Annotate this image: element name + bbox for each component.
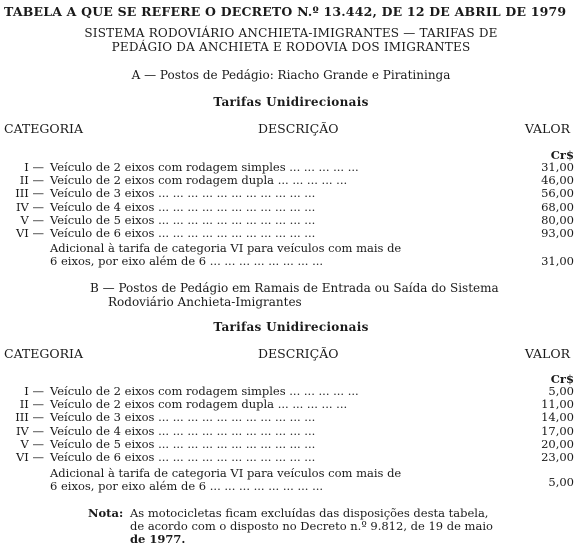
category-cell: VI —: [15, 226, 44, 240]
note-line-2: de acordo com o disposto no Decreto n.º 9.812, de 19 de maio: [130, 519, 493, 533]
category-cell: IV —: [15, 199, 44, 214]
value-cell: 93,00: [541, 226, 574, 240]
value-cell: 5,00: [548, 384, 574, 398]
note-line-3: de 1977.: [130, 532, 186, 546]
section-b-heading-line-1: B — Postos de Pedágio em Ramais de Entrada ou Saída do Sistema: [90, 281, 499, 295]
section-b-adicional-line-2: 6 eixos, por eixo além de 6 ... ... ... ... ... ... ... ...: [50, 479, 324, 493]
document-title: TABELA A QUE SE REFERE O DECRETO N.º 13.442, DE 12 DE ABRIL DE 1979: [4, 4, 567, 19]
description-cell: Veículo de 6 eixos ... ... ... ... ... ... ... ... ... ... ...: [50, 450, 316, 464]
description-cell: Veículo de 2 eixos com rodagem dupla ... ... ... ... ...: [50, 173, 348, 188]
subtitle-line-1: SISTEMA RODOVIÁRIO ANCHIETA-IMIGRANTES — TARIFAS DE: [84, 26, 498, 40]
subtitle-line-2: PEDÁGIO DA ANCHIETA E RODOVIA DOS IMIGRANTES: [111, 40, 471, 54]
section-b-tarifas: Tarifas Unidirecionais: [213, 320, 369, 334]
category-cell: III —: [15, 186, 44, 201]
value-cell: 31,00: [541, 160, 574, 174]
section-b-adicional-value: 5,00: [548, 475, 574, 489]
note-line-1: As motocicletas ficam excluídas das disposições desta tabela,: [130, 506, 489, 520]
section-a-col-descricao: DESCRIÇÃO: [258, 121, 339, 136]
description-cell: Veículo de 2 eixos com rodagem dupla ... ... ... ... ...: [50, 397, 348, 412]
description-cell: Veículo de 5 eixos ... ... ... ... ... ... ... ... ... ... ...: [50, 212, 316, 227]
description-cell: Veículo de 5 eixos ... ... ... ... ... ... ... ... ... ... ...: [50, 436, 316, 451]
value-cell: 20,00: [541, 436, 574, 451]
section-a-heading: A — Postos de Pedágio: Riacho Grande e Piratininga: [131, 68, 451, 82]
category-cell: II —: [19, 173, 44, 188]
section-a-adicional-line-1: Adicional à tarifa de categoria VI para veículos com mais de: [50, 241, 402, 255]
description-cell: Veículo de 3 eixos ... ... ... ... ... ... ... ... ... ... ...: [50, 410, 316, 425]
category-cell: I —: [24, 384, 44, 398]
section-b-col-descricao: DESCRIÇÃO: [258, 346, 339, 361]
value-cell: 68,00: [541, 199, 574, 214]
section-b-col-categoria: CATEGORIA: [4, 346, 83, 361]
category-cell: IV —: [15, 423, 44, 438]
description-cell: Veículo de 6 eixos ... ... ... ... ... ... ... ... ... ... ...: [50, 226, 316, 240]
description-cell: Veículo de 3 eixos ... ... ... ... ... ... ... ... ... ... ...: [50, 186, 316, 201]
value-cell: 23,00: [541, 450, 574, 464]
section-b-adicional-line-1: Adicional à tarifa de categoria VI para veículos com mais de: [50, 466, 402, 480]
category-cell: I —: [24, 160, 44, 174]
section-a-col-valor: VALOR: [524, 121, 570, 136]
description-cell: Veículo de 4 eixos ... ... ... ... ... ... ... ... ... ... ...: [50, 423, 316, 438]
section-a-currency: Cr$: [550, 148, 574, 162]
category-cell: V —: [20, 436, 44, 451]
section-a-col-categoria: CATEGORIA: [4, 121, 83, 136]
description-cell: Veículo de 4 eixos ... ... ... ... ... ... ... ... ... ... ...: [50, 199, 316, 214]
value-cell: 46,00: [541, 173, 574, 188]
section-a-adicional-value: 31,00: [541, 254, 574, 268]
category-cell: VI —: [15, 450, 44, 464]
section-b-heading-line-2: Rodoviário Anchieta-Imigrantes: [108, 295, 302, 309]
value-cell: 17,00: [541, 423, 574, 438]
section-a-adicional-line-2: 6 eixos, por eixo além de 6 ... ... ... ... ... ... ... ...: [50, 254, 324, 268]
value-cell: 11,00: [541, 397, 574, 412]
value-cell: 14,00: [541, 410, 574, 425]
value-cell: 56,00: [541, 186, 574, 201]
description-cell: Veículo de 2 eixos com rodagem simples ... ... ... ... ...: [50, 384, 359, 398]
category-cell: V —: [20, 212, 44, 227]
section-a-tarifas: Tarifas Unidirecionais: [213, 95, 369, 109]
section-b-currency: Cr$: [550, 372, 574, 386]
value-cell: 80,00: [541, 212, 574, 227]
category-cell: II —: [19, 397, 44, 412]
description-cell: Veículo de 2 eixos com rodagem simples ... ... ... ... ...: [50, 160, 359, 174]
note-label: Nota:: [88, 506, 124, 520]
section-b-col-valor: VALOR: [524, 346, 570, 361]
category-cell: III —: [15, 410, 44, 425]
